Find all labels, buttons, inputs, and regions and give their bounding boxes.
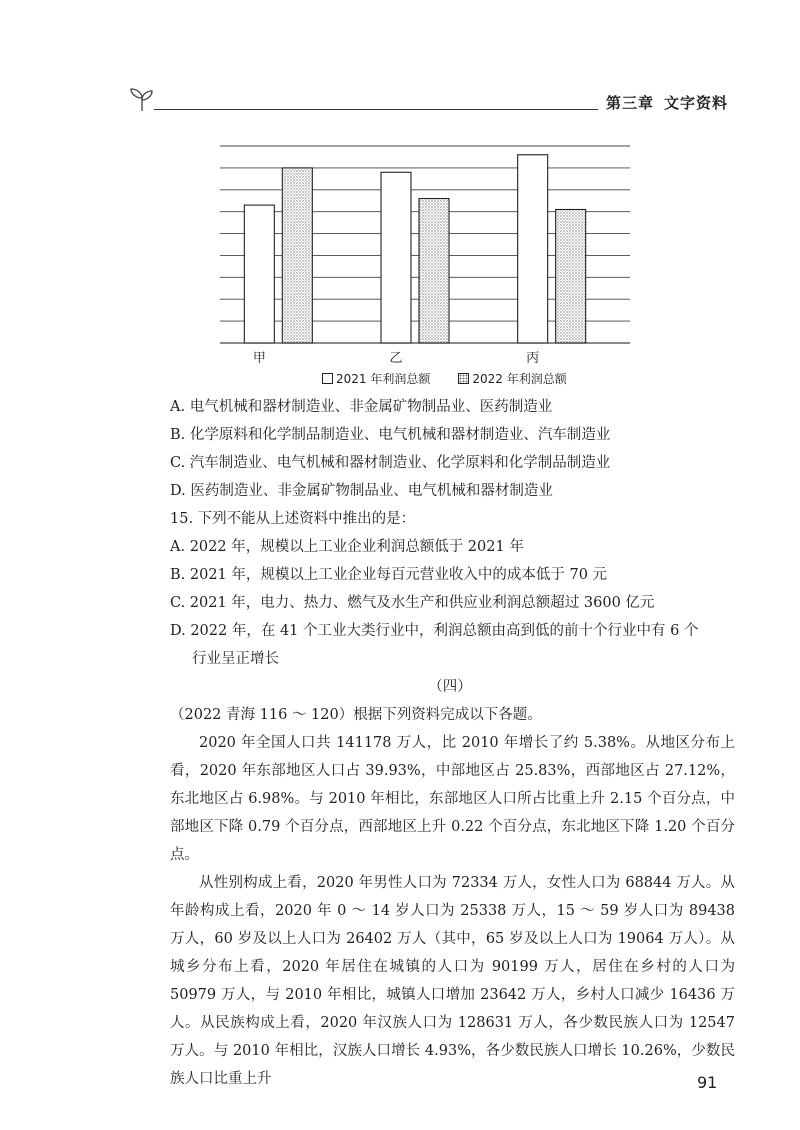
chart-bars: [244, 155, 585, 343]
bar-2022-0: [282, 168, 312, 343]
option-15-d: D. 2022 年，在 41 个工业大类行业中，利润总额由高到低的前十个行业中有 6 个: [170, 623, 699, 639]
category-label-0: 甲: [252, 351, 266, 366]
material-text: [170, 729, 735, 1093]
bar-chart: [200, 140, 640, 370]
option-15-a: A. 2022 年，规模以上工业企业利润总额低于 2021 年: [170, 539, 524, 555]
chapter-title: 文字资料: [663, 94, 728, 112]
bar-2021-0: [244, 205, 274, 343]
option-15-b: B. 2021 年，规模以上工业企业每百元营业收入中的成本低于 70 元: [170, 567, 608, 583]
header-rule: [154, 109, 598, 110]
page-header: [128, 82, 728, 122]
option-15-c: C. 2021 年，电力、热力、燃气及水生产和供应业利润总额超过 3600 亿元: [170, 595, 655, 611]
legend-item-2021: [322, 370, 430, 387]
chapter-heading: [596, 92, 728, 113]
legend-label-2022: 2022 年利润总额: [472, 372, 567, 386]
chapter-number: 第三章: [605, 94, 654, 112]
bar-2021-1: [381, 172, 411, 343]
paragraph-1: 2020 年全国人口共 141178 万人，比 2010 年增长了约 5.38%。从地区分布上看，2020 年东部地区人口占 39.93%，中部地区占 25.83%，西部地区占 27.12%，东北地区占 6.98%。与 2010 年相比，东部地区人口所占比重上升 2.15 个百分点，中部地区下降 0.79 个百分点，西部地区上升 0.22 个百分点，东北地区下降 1.20 个百分点。: [170, 735, 735, 863]
bar-2022-1: [419, 199, 449, 343]
legend-swatch-plain: [322, 373, 333, 384]
chart-legend: [322, 370, 567, 387]
option-15-d-continued: 行业呈正增长: [192, 651, 279, 667]
bar-2022-2: [556, 209, 586, 343]
question-15-stem: 15. 下列不能从上述资料中推出的是：: [170, 511, 416, 527]
option-14-b: B. 化学原料和化学制品制造业、电气机械和器材制造业、汽车制造业: [170, 427, 611, 443]
sprout-icon: [128, 86, 156, 112]
page-number: 91: [697, 1073, 718, 1092]
bar-2021-2: [518, 155, 548, 343]
paragraph-2: 从性别构成上看，2020 年男性人口为 72334 万人，女性人口为 68844 万人。从年龄构成上看，2020 年 0 ～ 14 岁人口为 25338 万人，15 ～ 59 岁人口为 89438 万人，60 岁及以上人口为 26402 万人（其中，65 岁及以上人口为 19064 万人）。从城乡分布上看，2020 年居住在城镇的人口为 90199 万人，居住在乡村的人口为 50979 万人，与 2010 年相比，城镇人口增加 23642 万人，乡村人口减少 16436 万人。从民族构成上看，2020 年汉族人口为 128631 万人，各少数民族人口为 12547 万人。与 2010 年相比，汉族人口增长 4.93%，各少数民族人口增长 10.26%，少数民族人口比重上升: [170, 875, 735, 1087]
option-14-a: A. 电气机械和器材制造业、非金属矿物制品业、医药制造业: [170, 399, 553, 415]
question-block: [170, 393, 730, 729]
section-intro: （2022 青海 116 ～ 120）根据下列资料完成以下各题。: [170, 707, 542, 723]
chart-category-labels: [253, 351, 539, 366]
category-label-2: 丙: [526, 351, 540, 366]
legend-item-2022: [458, 370, 566, 387]
option-14-c: C. 汽车制造业、电气机械和器材制造业、化学原料和化学制品制造业: [170, 455, 611, 471]
legend-swatch-dotted: [458, 373, 469, 384]
option-14-d: D. 医药制造业、非金属矿物制品业、电气机械和器材制造业: [170, 483, 553, 499]
category-label-1: 乙: [389, 351, 403, 366]
section-title: （四）: [428, 679, 472, 695]
legend-label-2021: 2021 年利润总额: [336, 372, 431, 386]
